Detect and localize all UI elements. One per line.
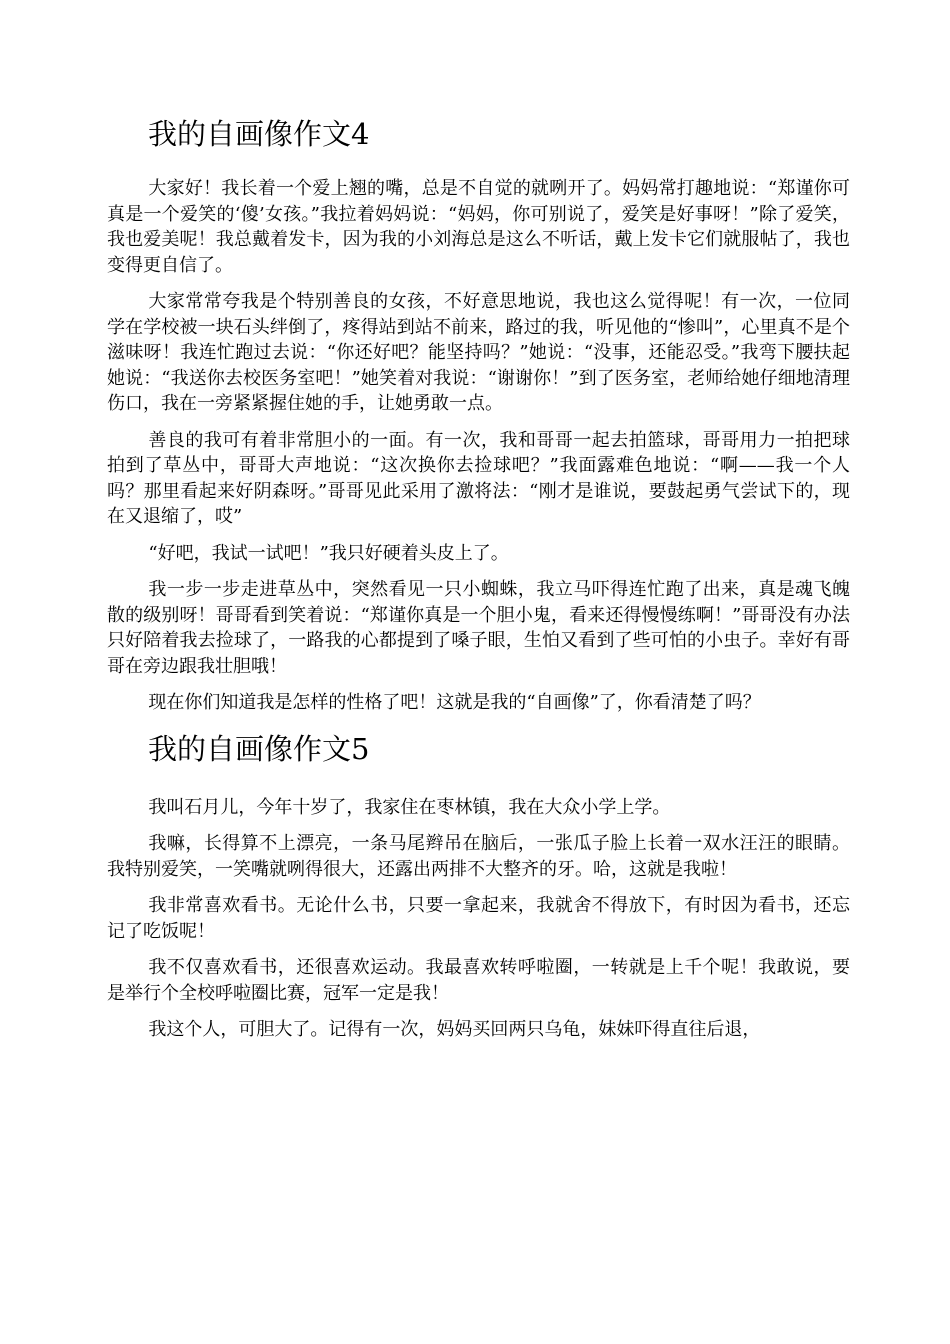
essay-section-5	[107, 725, 850, 1043]
paragraph: 大家常常夸我是个特别善良的女孩，不好意思地说，我也这么觉得呢！有一次，一位同学在学校被一块石头绊倒了，疼得站到站不前来，路过的我，听见他的“惨叫”，心里真不是个滋味呀！我连忙跑过去说：“你还好吧？能坚持吗？”她说：“没事，还能忍受。”我弯下腰扶起她说：“我送你去校医务室吧！”她笑着对我说：“谢谢你！”到了医务室，老师给她仔细地清理伤口，我在一旁紧紧握住她的手，让她勇敢一点。	[107, 291, 850, 414]
paragraph: 我嘛，长得算不上漂亮，一条马尾辫吊在脑后，一张瓜子脸上长着一双水汪汪的眼睛。我特别爱笑，一笑嘴就咧得很大，还露出两排不大整齐的牙。哈，这就是我啦！	[107, 833, 850, 880]
essay-title: 我的自画像作文5	[148, 731, 370, 766]
paragraph: 我一步一步走进草丛中，突然看见一只小蜘蛛，我立马吓得连忙跑了出来，真是魂飞魄散的级别呀！哥哥看到笑着说：“郑谨你真是一个胆小鬼，看来还得慢慢练啊！”哥哥没有办法只好陪着我去捡球了，一路我的心都提到了嗓子眼，生怕又看到了些可怕的小虫子。幸好有哥哥在旁边跟我壮胆哦！	[107, 579, 850, 677]
paragraph: 我叫石月儿，今年十岁了，我家住在枣林镇，我在大众小学上学。	[148, 796, 671, 818]
essay-section-4	[107, 110, 850, 716]
paragraph: “好吧，我试一试吧！”我只好硬着头皮上了。	[148, 542, 509, 564]
paragraph: 善良的我可有着非常胆小的一面。有一次，我和哥哥一起去拍篮球，哥哥用力一拍把球拍到了草丛中，哥哥大声地说：“这次换你去捡球吧？”我面露难色地说：“啊——我一个人吗？那里看起来好阴森呀。”哥哥见此采用了激将法：“刚才是谁说，要鼓起勇气尝试下的，现在又退缩了，哎”	[107, 429, 850, 527]
document-body	[107, 110, 850, 1054]
paragraph: 现在你们知道我是怎样的性格了吧！这就是我的“自画像”了，你看清楚了吗？	[148, 692, 761, 713]
paragraph: 我不仅喜欢看书，还很喜欢运动。我最喜欢转呼啦圈，一转就是上千个呢！我敢说，要是举行个全校呼啦圈比赛，冠军一定是我！	[107, 957, 850, 1004]
essay-title: 我的自画像作文4	[148, 117, 370, 151]
paragraph: 大家好！我长着一个爱上翘的嘴，总是不自觉的就咧开了。妈妈常打趣地说：“郑谨你可真是一个爱笑的‘傻’女孩。”我拉着妈妈说：“妈妈，你可别说了，爱笑是好事呀！”除了爱笑，我也爱美呢！我总戴着发卡，因为我的小刘海总是这么不听话，戴上发卡它们就服帖了，我也变得更自信了。	[107, 178, 850, 276]
paragraph: 我非常喜欢看书。无论什么书，只要一拿起来，我就舍不得放下，有时因为看书，还忘记了吃饭呢！	[107, 895, 850, 942]
paragraph: 我这个人，可胆大了。记得有一次，妈妈买回两只乌龟，妹妹吓得直往后退，	[148, 1019, 761, 1040]
